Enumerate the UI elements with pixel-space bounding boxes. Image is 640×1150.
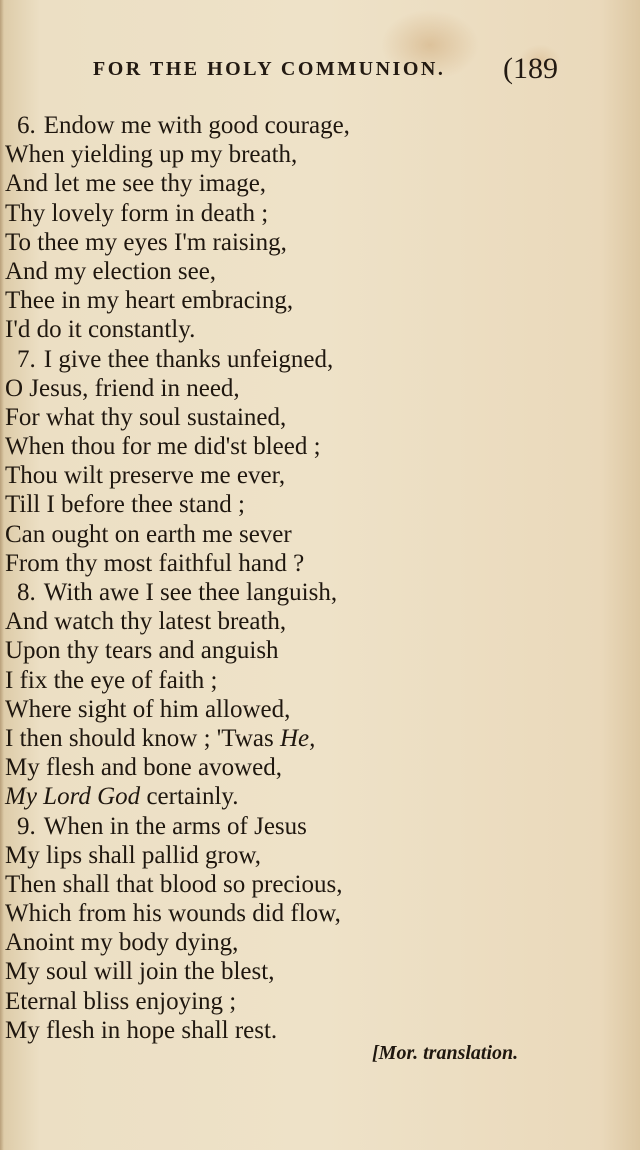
verse-line: To thee my eyes I'm raising, xyxy=(5,228,287,256)
stanza-number: 9. xyxy=(17,812,36,840)
verse-line: From thy most faithful hand ? xyxy=(5,549,305,577)
verse-line-with-italic xyxy=(5,782,605,811)
verse-line: And my election see, xyxy=(5,257,217,285)
stanza-number: 8. xyxy=(17,579,36,606)
stanza-7-line-1 xyxy=(5,345,605,374)
verse-line: With awe I see thee languish, xyxy=(43,579,338,606)
verse-line: My lips shall pallid grow, xyxy=(5,841,262,869)
verse-line: For what thy soul sustained, xyxy=(5,403,287,431)
verse-line: My flesh and bone avowed, xyxy=(5,754,283,782)
running-header: FOR THE HOLY COMMUNION. xyxy=(93,58,446,80)
verse-text: I then should know ; 'Twas xyxy=(5,724,274,752)
stanza-8-line-1 xyxy=(5,578,605,607)
verse-line: Eternal bliss enjoying ; xyxy=(5,987,237,1015)
verse-text: certainly. xyxy=(146,783,239,811)
verse-line: O Jesus, friend in need, xyxy=(5,374,240,402)
binding-edge xyxy=(0,0,4,1150)
stanza-6-line-1 xyxy=(5,111,605,140)
verse-line-with-italic xyxy=(5,724,605,753)
verse-line: Thou wilt preserve me ever, xyxy=(5,462,286,490)
hymn-text xyxy=(5,111,605,1045)
verse-line: When in the arms of Jesus xyxy=(43,812,307,840)
verse-line: Upon thy tears and anguish xyxy=(5,637,279,665)
verse-line: Which from his wounds did flow, xyxy=(5,900,341,928)
verse-line: When yielding up my breath, xyxy=(5,141,298,169)
verse-line: And let me see thy image, xyxy=(5,170,267,198)
verse-line: I give thee thanks unfeigned, xyxy=(43,345,334,373)
verse-line: Anoint my body dying, xyxy=(5,929,239,957)
verse-line: My soul will join the blest, xyxy=(5,958,275,986)
italic-emphasis: My Lord God xyxy=(5,783,141,811)
verse-line: Till I before thee stand ; xyxy=(5,491,246,519)
verse-line: And watch thy latest breath, xyxy=(5,608,287,636)
translation-attribution: [Mor. translation. xyxy=(372,1042,519,1064)
stanza-9-line-1 xyxy=(5,812,605,841)
verse-line: Thy lovely form in death ; xyxy=(5,199,269,227)
verse-line: When thou for me did'st bleed ; xyxy=(5,433,321,461)
verse-line: My flesh in hope shall rest. xyxy=(5,1016,278,1044)
verse-line: Then shall that blood so precious, xyxy=(5,870,343,898)
stanza-number: 7. xyxy=(17,345,36,373)
page-number: (189 xyxy=(503,52,558,85)
verse-line: Can ought on earth me sever xyxy=(5,520,292,548)
verse-line: Thee in my heart embracing, xyxy=(5,287,294,315)
italic-emphasis: He, xyxy=(279,724,316,752)
verse-line: I'd do it constantly. xyxy=(5,316,196,344)
verse-line: Where sight of him allowed, xyxy=(5,695,291,723)
verse-line: Endow me with good courage, xyxy=(43,112,350,139)
stanza-number: 6. xyxy=(17,112,36,139)
verse-line: I fix the eye of faith ; xyxy=(5,666,218,694)
